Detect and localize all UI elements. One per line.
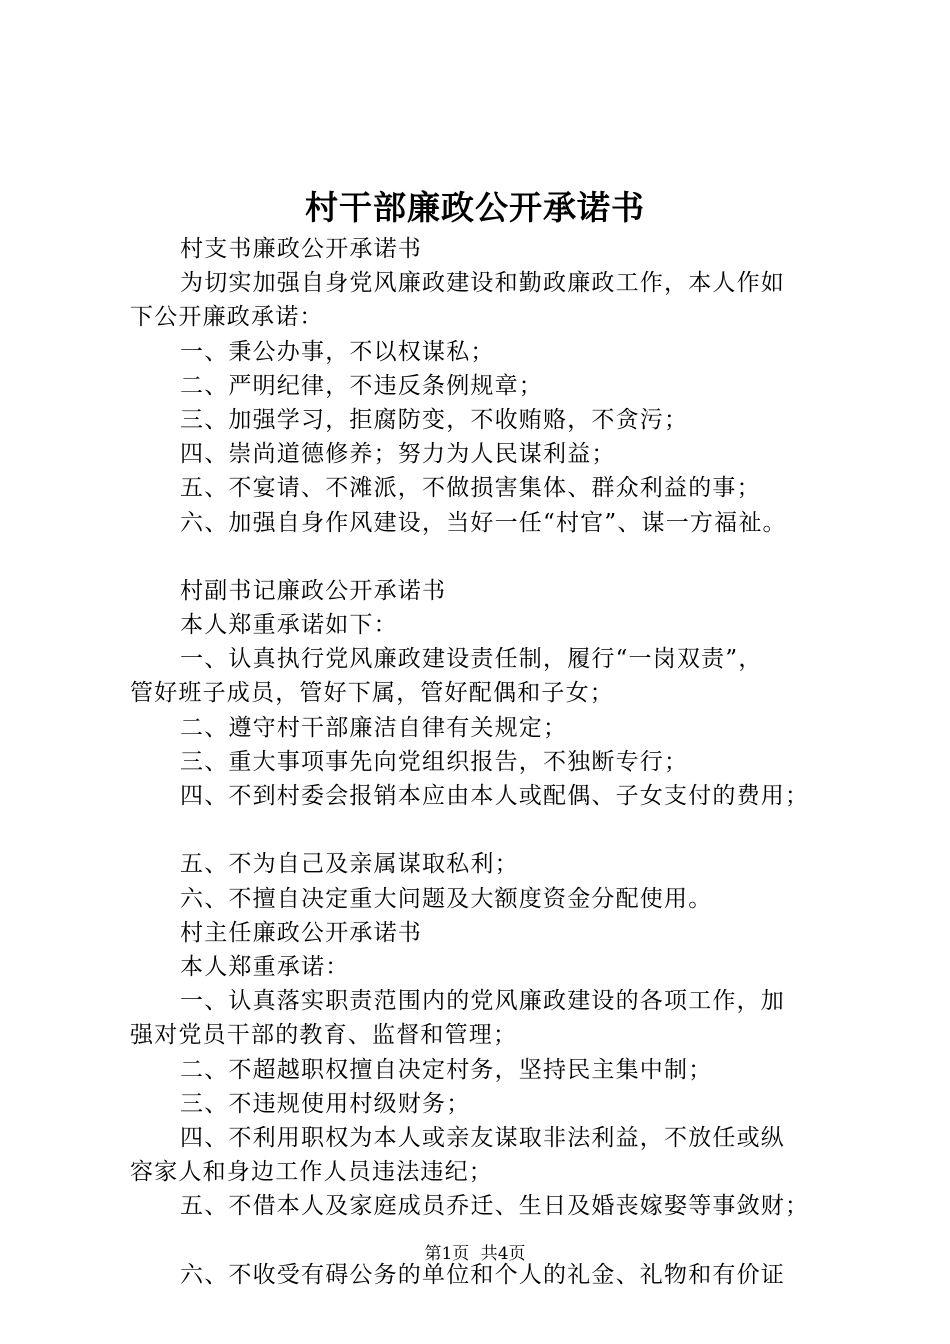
text-line: 三、加强学习，拒腐防变，不收贿赂，不贪污；: [180, 406, 689, 433]
text-line: 六、不收受有碍公务的单位和个人的礼金、礼物和有价证: [180, 1261, 785, 1288]
text-line: 为切实加强自身党风廉政建设和勤政廉政工作，本人作如: [180, 270, 785, 297]
document-title: 村干部廉政公开承诺书: [305, 188, 645, 227]
blank-line: [130, 813, 850, 847]
text-line: 村支书廉政公开承诺书: [180, 236, 422, 262]
text-line: 六、加强自身作风建设，当好一任“村官”、谋一方福祉。: [180, 509, 787, 536]
text-line: 村副书记廉政公开承诺书: [180, 577, 447, 604]
page-total: 共4页: [480, 1244, 526, 1264]
page-number: 第1页: [424, 1244, 470, 1264]
text-line: 五、不借本人及家庭成员乔迁、生日及婚丧嫁娶等事敛财；: [180, 1193, 810, 1220]
text-line: 四、崇尚道德修养；努力为人民谋利益；: [180, 441, 616, 468]
page-footer: [0, 1242, 950, 1266]
text-line: 二、不超越职权擅自决定村务，坚持民主集中制；: [180, 1056, 713, 1083]
text-line: 强对党员干部的教育、监督和管理；: [130, 1022, 518, 1049]
text-line: 一、秉公办事，不以权谋私；: [180, 338, 495, 365]
text-line: 四、不到村委会报销本应由本人或配偶、子女支付的费用；: [180, 783, 810, 809]
text-line: 五、不宴请、不滩派，不做损害集体、群众利益的事；: [180, 475, 761, 502]
blank-line: [130, 540, 850, 574]
text-line: 村主任廉政公开承诺书: [180, 919, 422, 946]
text-line: 四、不利用职权为本人或亲友谋取非法利益，不放任或纵: [180, 1124, 785, 1151]
text-line: 管好班子成员，管好下属，管好配偶和子女；: [130, 680, 614, 707]
document-body: [130, 232, 850, 1292]
text-line: 本人郑重承诺：: [180, 953, 350, 980]
text-line: 容家人和身边工作人员违法违纪；: [130, 1159, 493, 1186]
text-line: 下公开廉政承诺：: [130, 304, 324, 331]
text-line: 二、遵守村干部廉洁自律有关规定；: [180, 714, 568, 741]
text-line: 二、严明纪律，不违反条例规章；: [180, 372, 543, 399]
text-line: 五、不为自己及亲属谋取私利；: [180, 851, 519, 878]
text-line: 三、重大事项事先向党组织报告，不独断专行；: [180, 748, 689, 775]
text-line: 六、不擅自决定重大问题及大额度资金分配使用。: [180, 885, 713, 912]
text-line: 本人郑重承诺如下：: [180, 612, 398, 639]
text-line: 三、不违规使用村级财务；: [180, 1090, 471, 1117]
text-line: 一、认真落实职责范围内的党风廉政建设的各项工作，加: [180, 988, 785, 1015]
text-line: 一、认真执行党风廉政建设责任制，履行“一岗双责”，: [180, 646, 763, 673]
